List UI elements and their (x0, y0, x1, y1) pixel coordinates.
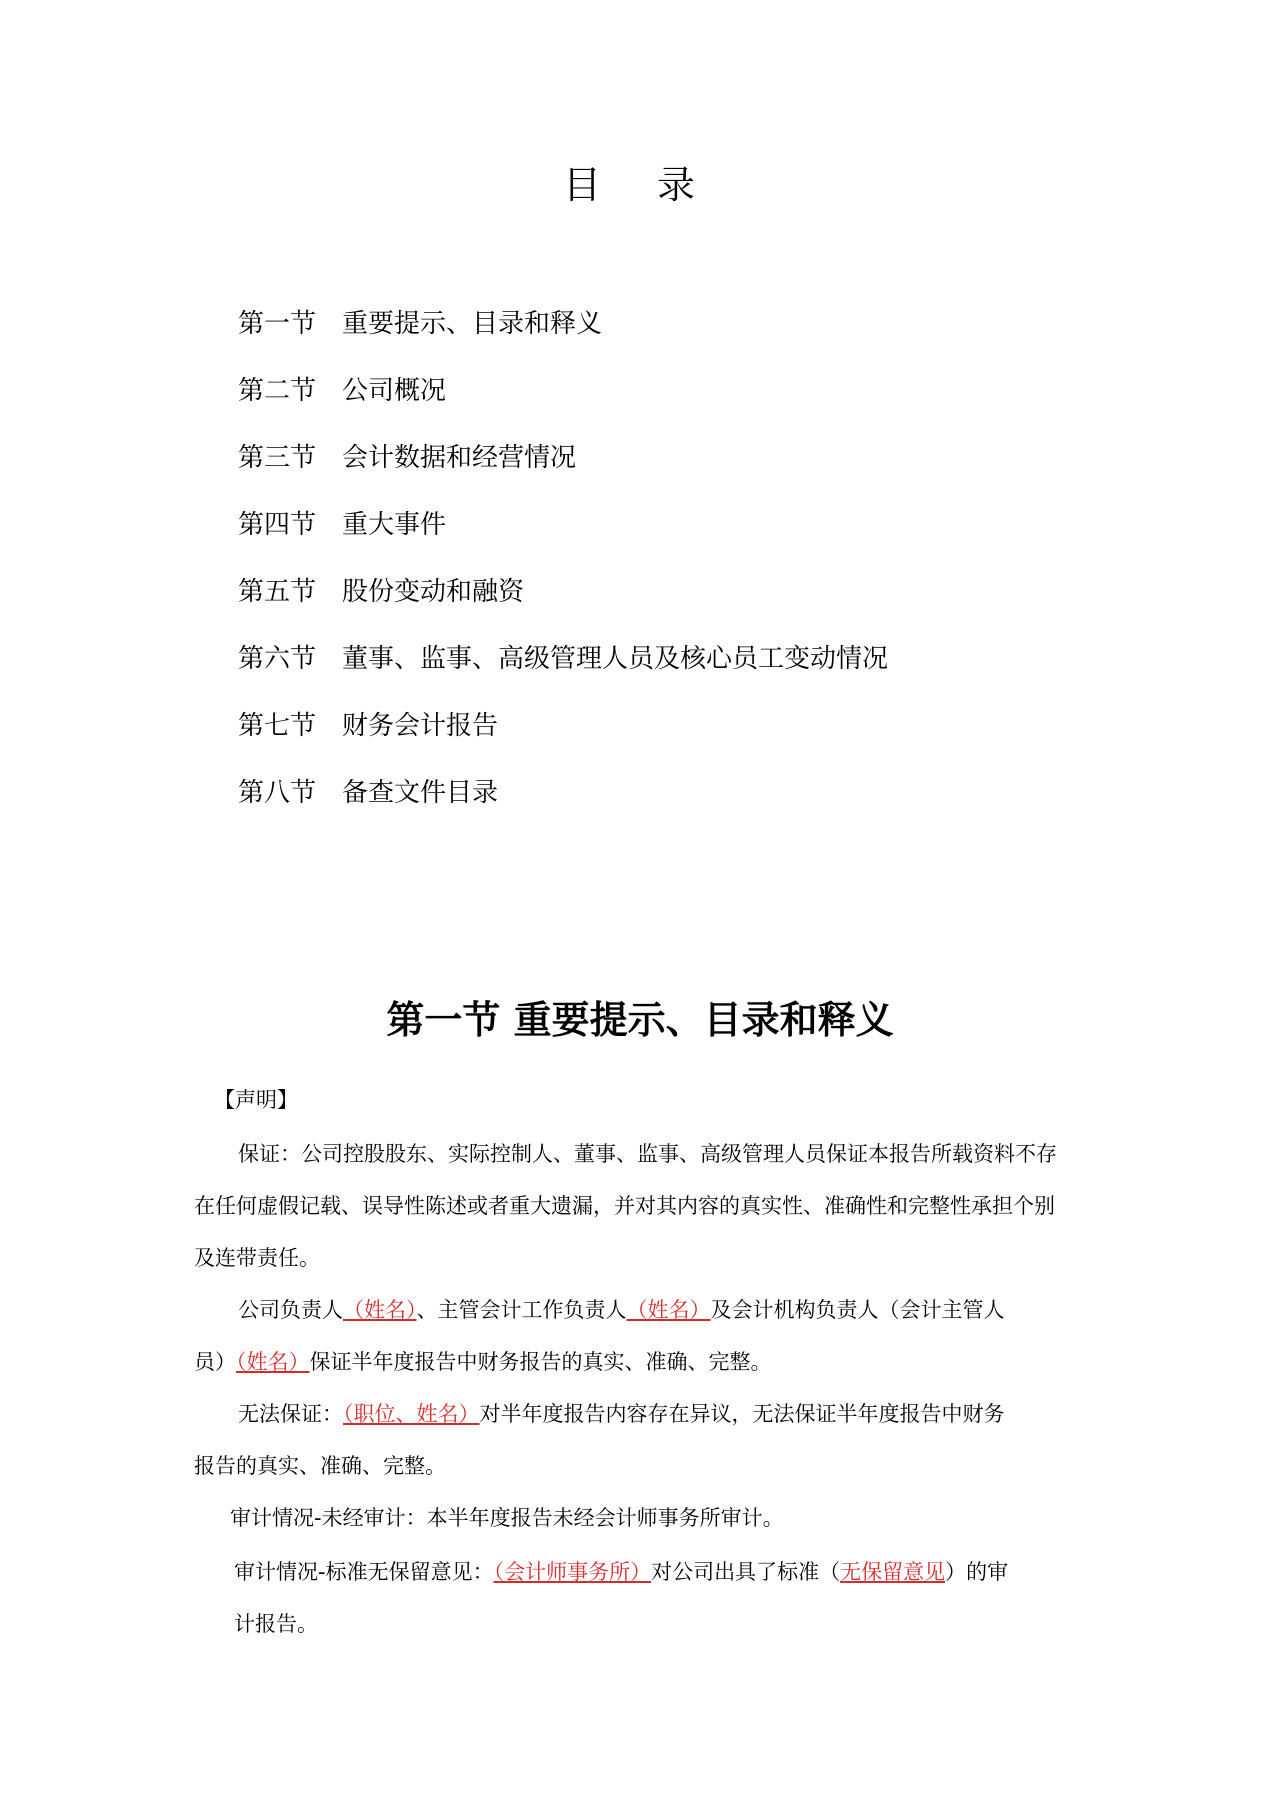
audit-standard-text: 对公司出具了标准（ (651, 1560, 841, 1584)
toc-item-label: 董事、监事、高级管理人员及核心员工变动情况 (342, 644, 889, 674)
responsible-text: 及会计机构负责人（会计主管人 (710, 1298, 1005, 1322)
toc-list (238, 300, 888, 836)
responsible-text: 保证半年度报告中财务报告的真实、准确、完整。 (309, 1350, 772, 1374)
responsible-text: 公司负责人 (238, 1298, 343, 1322)
guarantee-line-3: 及连带责任。 (194, 1246, 320, 1270)
name-placeholder: （姓名） (236, 1350, 310, 1374)
declaration-heading: 【声明】 (214, 1088, 298, 1112)
cannot-guarantee-line-2: 报告的真实、准确、完整。 (194, 1454, 446, 1478)
toc-item-number: 第一节 (238, 309, 317, 339)
cannot-guarantee-line-1 (238, 1388, 1128, 1440)
responsible-line-1 (238, 1284, 1128, 1336)
toc-item-label: 会计数据和经营情况 (342, 443, 577, 473)
audit-standard-label: 审计情况-标准无保留意见： (234, 1560, 494, 1584)
audit-unaudited-line (230, 1492, 1120, 1544)
toc-item-label: 财务会计报告 (342, 711, 499, 741)
toc-item-number: 第四节 (238, 510, 317, 540)
toc-item-number: 第五节 (238, 577, 317, 607)
responsible-line-2 (194, 1336, 1084, 1388)
audit-standard-line-1 (234, 1546, 1124, 1598)
toc-item[interactable] (238, 367, 888, 434)
toc-item-label: 重大事件 (342, 510, 447, 540)
cannot-guarantee-text: 无法保证： (238, 1402, 343, 1426)
toc-item[interactable] (238, 300, 888, 367)
audit-standard-line-2: 计报告。 (234, 1612, 318, 1636)
toc-item-label: 股份变动和融资 (342, 577, 525, 607)
toc-item-number: 第八节 (238, 778, 317, 808)
audit-standard-text: ）的审 (945, 1560, 1009, 1584)
guarantee-line-2: 在任何虚假记载、误导性陈述或者重大遗漏，并对其内容的真实性、准确性和完整性承担个别 (194, 1194, 1055, 1218)
audit-unaudited-label: 审计情况-未经审计： (230, 1506, 427, 1530)
cannot-guarantee-text: 对半年度报告内容存在异议，无法保证半年度报告中财务 (479, 1402, 1005, 1426)
toc-item[interactable] (238, 769, 888, 836)
toc-item-number: 第六节 (238, 644, 317, 674)
responsible-text: 、主管会计工作负责人 (416, 1298, 627, 1322)
firm-placeholder: （会计师事务所） (493, 1560, 652, 1584)
toc-item-label: 备查文件目录 (342, 778, 499, 808)
toc-item-label: 公司概况 (342, 376, 447, 406)
toc-item[interactable] (238, 501, 888, 568)
toc-item[interactable] (238, 635, 888, 702)
toc-item-number: 第三节 (238, 443, 317, 473)
toc-item-label: 重要提示、目录和释义 (342, 309, 603, 339)
guarantee-line-1: 保证：公司控股股东、实际控制人、董事、监事、高级管理人员保证本报告所载资料不存 (238, 1142, 1057, 1166)
audit-unaudited-text: 本半年度报告未经会计师事务所审计。 (426, 1506, 784, 1530)
name-placeholder: （姓名） (343, 1298, 417, 1322)
toc-title: 目 录 (562, 163, 718, 207)
toc-item-number: 第七节 (238, 711, 317, 741)
section-title: 第一节 重要提示、目录和释义 (386, 998, 894, 1042)
name-placeholder: （姓名） (626, 1298, 711, 1322)
toc-item[interactable] (238, 568, 888, 635)
opinion-placeholder: 无保留意见 (840, 1560, 946, 1584)
toc-item[interactable] (238, 702, 888, 769)
responsible-text: 员） (194, 1350, 236, 1374)
toc-item[interactable] (238, 434, 888, 501)
position-name-placeholder: （职位、姓名） (343, 1402, 480, 1426)
toc-item-number: 第二节 (238, 376, 317, 406)
